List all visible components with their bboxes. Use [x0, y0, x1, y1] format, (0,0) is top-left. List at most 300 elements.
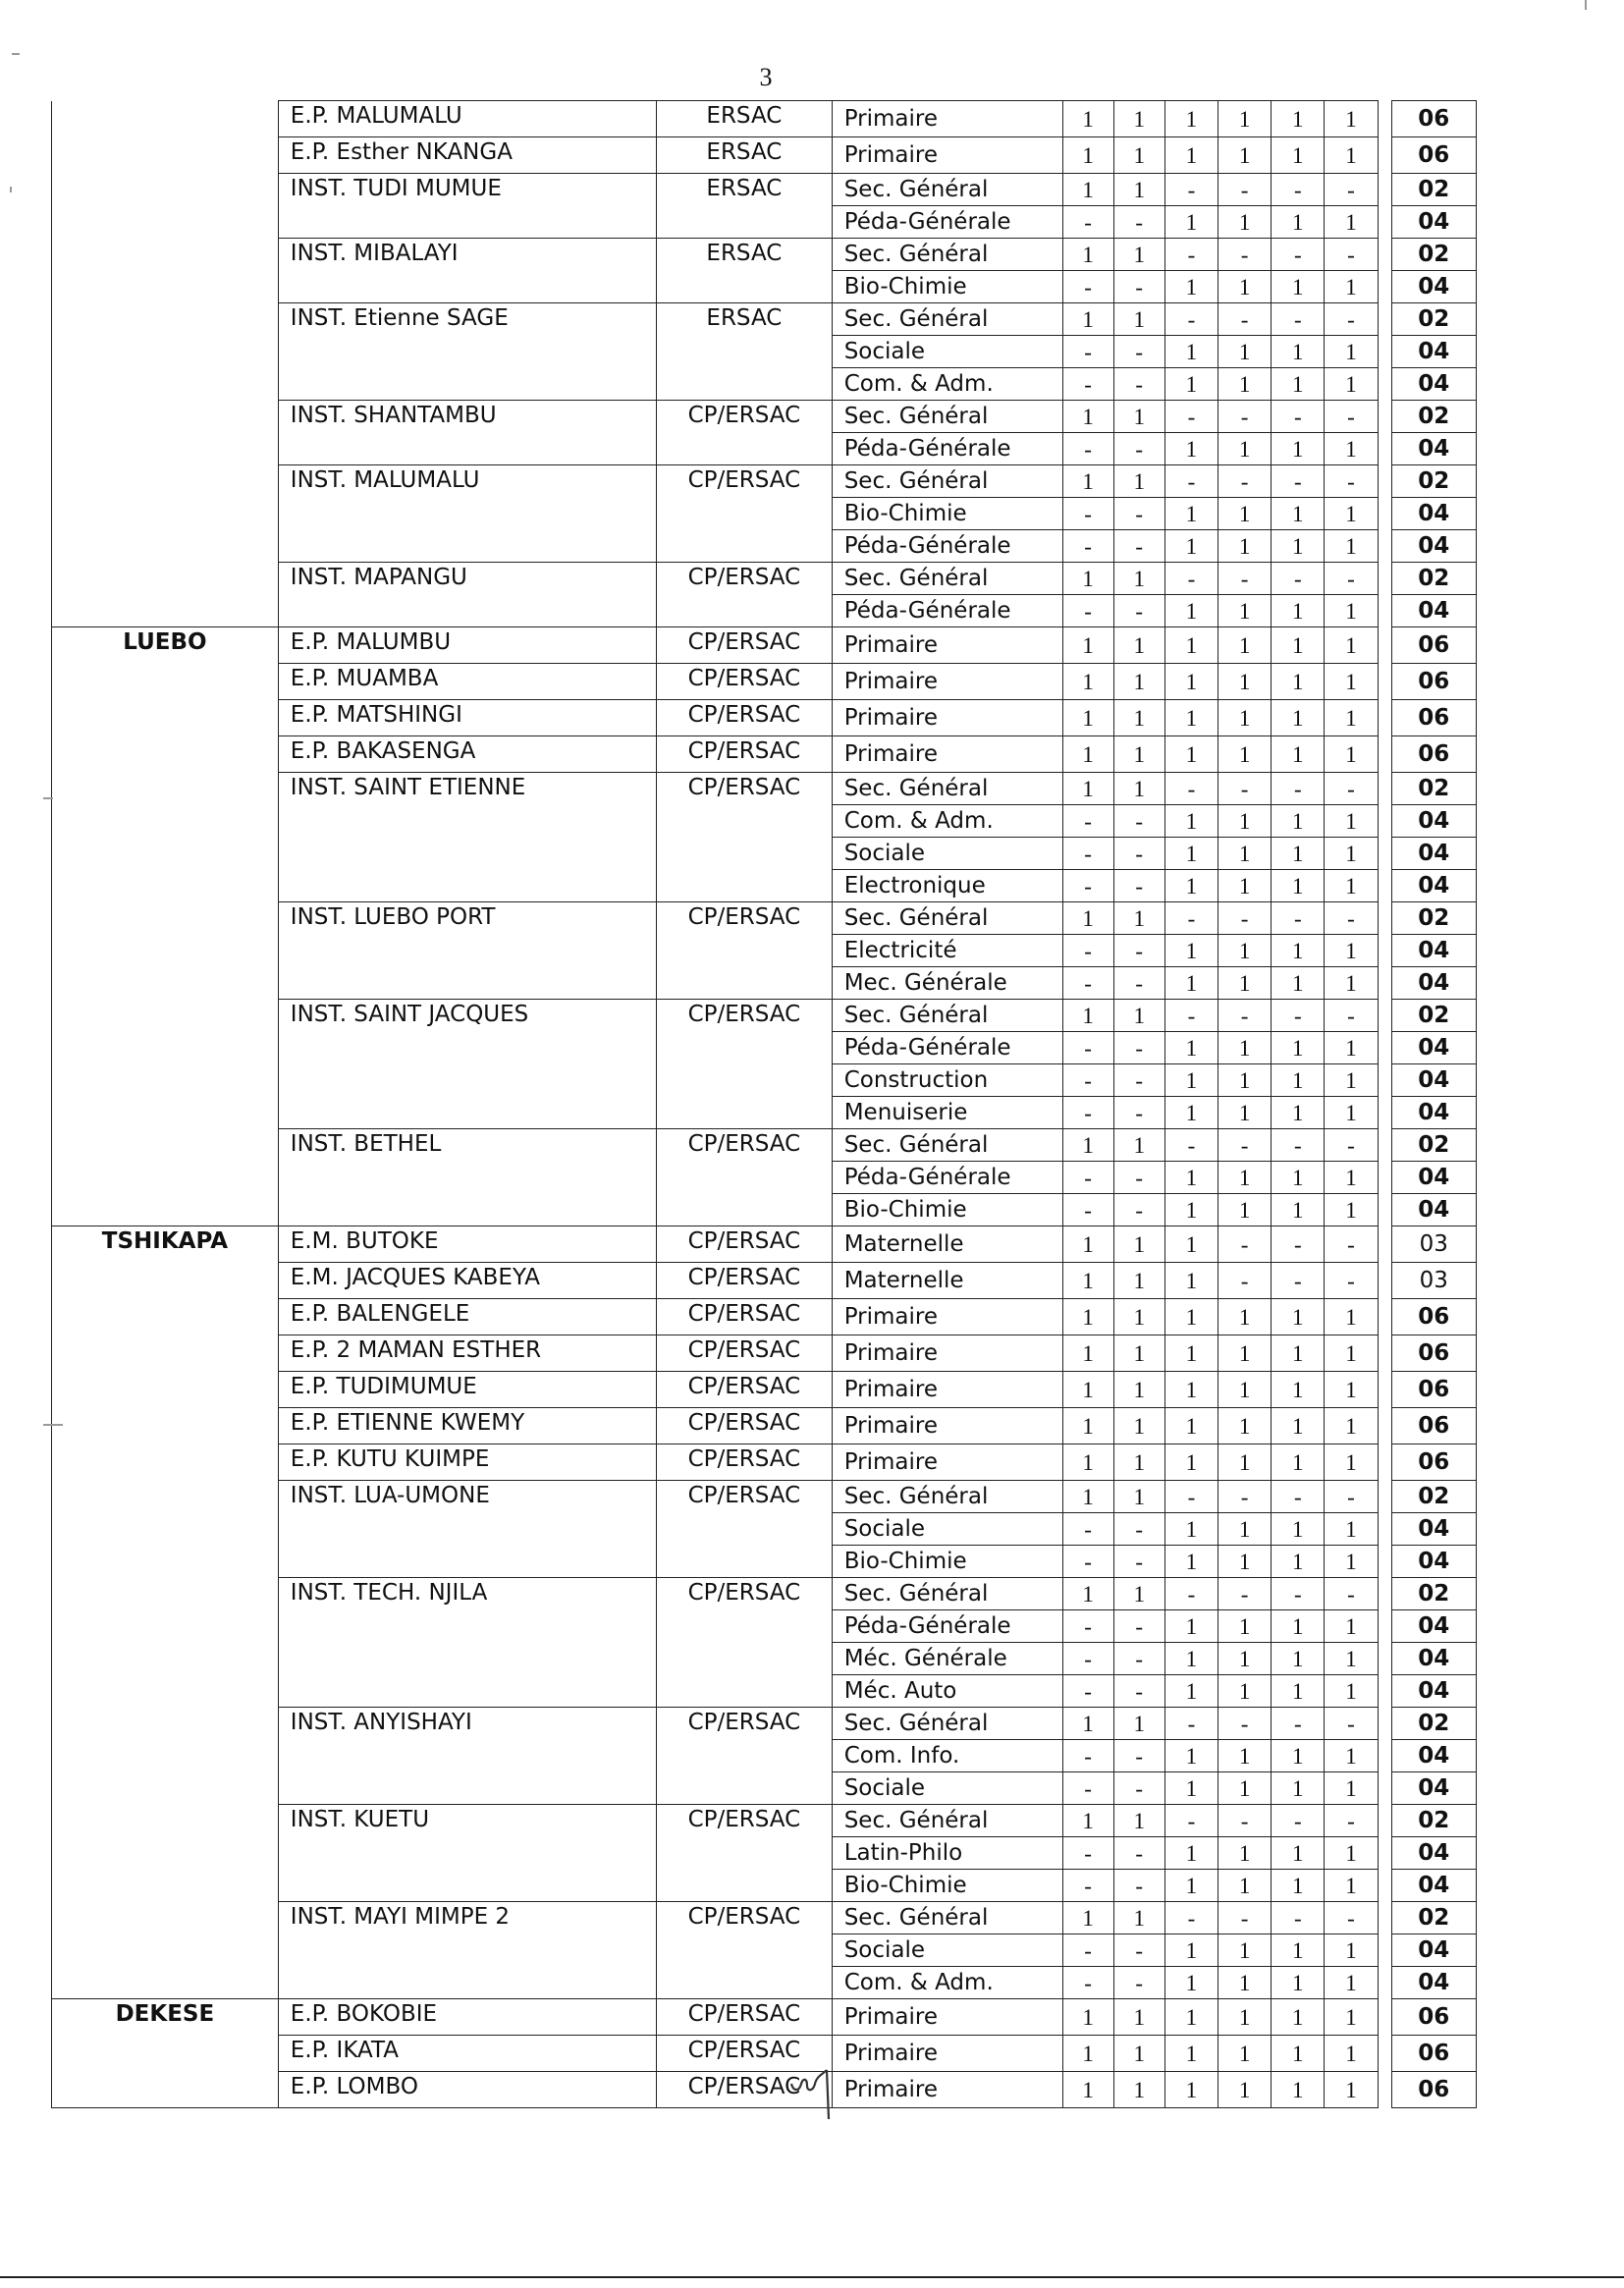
total-cell: 04 — [1391, 1643, 1476, 1675]
level-4-cell: 1 — [1218, 1837, 1272, 1870]
level-2-cell: - — [1113, 1513, 1164, 1546]
level-5-cell: 1 — [1272, 700, 1325, 736]
section-cell: Primaire — [832, 2072, 1062, 2108]
level-3-cell: 1 — [1164, 498, 1218, 530]
level-5-cell: 1 — [1272, 1837, 1325, 1870]
regime-cell: CP/ERSAC — [657, 2072, 833, 2108]
level-2-cell: - — [1113, 838, 1164, 870]
level-3-cell: 1 — [1164, 1372, 1218, 1408]
regime-cell: CP/ERSAC — [657, 1372, 833, 1408]
level-4-cell: 1 — [1218, 1513, 1272, 1546]
level-3-cell: 1 — [1164, 1064, 1218, 1097]
level-4-cell: 1 — [1218, 1610, 1272, 1643]
level-1-cell: 1 — [1062, 137, 1113, 174]
zone-cell: LUEBO — [52, 627, 279, 1226]
level-1-cell: - — [1062, 1546, 1113, 1578]
level-4-cell: 1 — [1218, 1967, 1272, 1999]
total-cell: 02 — [1391, 1708, 1476, 1740]
level-1-cell: - — [1062, 1097, 1113, 1129]
level-5-cell: 1 — [1272, 1299, 1325, 1335]
total-cell: 04 — [1391, 498, 1476, 530]
level-3-cell: 1 — [1164, 1837, 1218, 1870]
section-cell: Sociale — [832, 838, 1062, 870]
total-cell: 04 — [1391, 805, 1476, 838]
level-1-cell: - — [1062, 805, 1113, 838]
total-cell: 04 — [1391, 271, 1476, 303]
level-3-cell: 1 — [1164, 1870, 1218, 1902]
level-4-cell: - — [1218, 902, 1272, 935]
level-1-cell: 1 — [1062, 101, 1113, 137]
level-5-cell: 1 — [1272, 1610, 1325, 1643]
school-name-cell: E.P. IKATA — [278, 2036, 656, 2072]
column-gap — [1378, 336, 1391, 368]
section-cell: Péda-Générale — [832, 1162, 1062, 1194]
level-3-cell: 1 — [1164, 595, 1218, 627]
level-3-cell: 1 — [1164, 1032, 1218, 1064]
section-cell: Primaire — [832, 1335, 1062, 1372]
level-5-cell: - — [1272, 1129, 1325, 1162]
regime-cell: CP/ERSAC — [657, 627, 833, 664]
column-gap — [1378, 2036, 1391, 2072]
total-cell: 06 — [1391, 1408, 1476, 1444]
level-5-cell: - — [1272, 303, 1325, 336]
section-cell: Péda-Générale — [832, 1032, 1062, 1064]
total-cell: 02 — [1391, 563, 1476, 595]
level-6-cell: 1 — [1325, 1299, 1378, 1335]
section-cell: Maternelle — [832, 1263, 1062, 1299]
level-4-cell: 1 — [1218, 530, 1272, 563]
level-6-cell: - — [1325, 239, 1378, 271]
total-cell: 02 — [1391, 465, 1476, 498]
level-3-cell: - — [1164, 902, 1218, 935]
level-1-cell: - — [1062, 1837, 1113, 1870]
level-4-cell: 1 — [1218, 736, 1272, 773]
level-4-cell: 1 — [1218, 664, 1272, 700]
column-gap — [1378, 838, 1391, 870]
level-4-cell: - — [1218, 563, 1272, 595]
page-number: 3 — [759, 63, 773, 91]
level-2-cell: 1 — [1113, 303, 1164, 336]
level-5-cell: 1 — [1272, 967, 1325, 1000]
column-gap — [1378, 1578, 1391, 1610]
section-cell: Maternelle — [832, 1226, 1062, 1263]
school-name-cell: INST. MAYI MIMPE 2 — [278, 1902, 656, 1999]
level-1-cell: - — [1062, 1513, 1113, 1546]
level-2-cell: 1 — [1113, 902, 1164, 935]
column-gap — [1378, 1610, 1391, 1643]
total-cell: 04 — [1391, 935, 1476, 967]
level-4-cell: 1 — [1218, 336, 1272, 368]
level-2-cell: 1 — [1113, 401, 1164, 433]
total-cell: 04 — [1391, 1934, 1476, 1967]
level-2-cell: 1 — [1113, 1578, 1164, 1610]
level-2-cell: 1 — [1113, 736, 1164, 773]
level-6-cell: - — [1325, 1263, 1378, 1299]
level-1-cell: - — [1062, 1675, 1113, 1708]
total-cell: 04 — [1391, 1740, 1476, 1772]
school-name-cell: INST. LUA-UMONE — [278, 1481, 656, 1578]
level-1-cell: - — [1062, 967, 1113, 1000]
level-4-cell: 1 — [1218, 101, 1272, 137]
regime-cell: CP/ERSAC — [657, 401, 833, 465]
level-5-cell: - — [1272, 1000, 1325, 1032]
total-cell: 04 — [1391, 368, 1476, 401]
level-6-cell: 1 — [1325, 336, 1378, 368]
level-2-cell: 1 — [1113, 1000, 1164, 1032]
level-4-cell: 1 — [1218, 1999, 1272, 2036]
section-cell: Primaire — [832, 1444, 1062, 1481]
level-2-cell: 1 — [1113, 1335, 1164, 1372]
level-4-cell: 1 — [1218, 498, 1272, 530]
level-1-cell: - — [1062, 433, 1113, 465]
section-cell: Menuiserie — [832, 1097, 1062, 1129]
level-6-cell: 1 — [1325, 1372, 1378, 1408]
level-6-cell: 1 — [1325, 1999, 1378, 2036]
level-1-cell: - — [1062, 1967, 1113, 1999]
level-2-cell: - — [1113, 1032, 1164, 1064]
section-cell: Electricité — [832, 935, 1062, 967]
margin-mark — [1585, 0, 1587, 10]
school-name-cell: E.P. MATSHINGI — [278, 700, 656, 736]
column-gap — [1378, 935, 1391, 967]
section-cell: Primaire — [832, 1299, 1062, 1335]
column-gap — [1378, 1194, 1391, 1226]
level-6-cell: - — [1325, 303, 1378, 336]
level-1-cell: 1 — [1062, 902, 1113, 935]
level-4-cell: - — [1218, 465, 1272, 498]
school-name-cell: E.P. Esther NKANGA — [278, 137, 656, 174]
level-2-cell: - — [1113, 1610, 1164, 1643]
level-3-cell: 1 — [1164, 1610, 1218, 1643]
column-gap — [1378, 1129, 1391, 1162]
school-name-cell: E.P. LOMBO — [278, 2072, 656, 2108]
level-6-cell: 1 — [1325, 700, 1378, 736]
level-1-cell: - — [1062, 1194, 1113, 1226]
level-1-cell: 1 — [1062, 174, 1113, 206]
level-3-cell: 1 — [1164, 1740, 1218, 1772]
level-1-cell: 1 — [1062, 1372, 1113, 1408]
section-cell: Sec. Général — [832, 239, 1062, 271]
total-cell: 06 — [1391, 137, 1476, 174]
column-gap — [1378, 1708, 1391, 1740]
level-5-cell: 1 — [1272, 1740, 1325, 1772]
level-3-cell: 1 — [1164, 101, 1218, 137]
level-2-cell: - — [1113, 935, 1164, 967]
level-1-cell: 1 — [1062, 465, 1113, 498]
level-5-cell: - — [1272, 1805, 1325, 1837]
level-4-cell: - — [1218, 1708, 1272, 1740]
level-5-cell: 1 — [1272, 1162, 1325, 1194]
level-4-cell: 1 — [1218, 271, 1272, 303]
level-3-cell: - — [1164, 1000, 1218, 1032]
level-6-cell: 1 — [1325, 101, 1378, 137]
level-2-cell: - — [1113, 595, 1164, 627]
level-1-cell: 1 — [1062, 1129, 1113, 1162]
regime-cell: CP/ERSAC — [657, 902, 833, 1000]
level-6-cell: 1 — [1325, 1772, 1378, 1805]
column-gap — [1378, 401, 1391, 433]
column-gap — [1378, 1643, 1391, 1675]
level-1-cell: - — [1062, 530, 1113, 563]
level-3-cell: 1 — [1164, 271, 1218, 303]
level-5-cell: 1 — [1272, 101, 1325, 137]
school-name-cell: E.P. BAKASENGA — [278, 736, 656, 773]
section-cell: Bio-Chimie — [832, 1870, 1062, 1902]
level-3-cell: 1 — [1164, 1263, 1218, 1299]
school-name-cell: INST. MALUMALU — [278, 465, 656, 563]
level-5-cell: 1 — [1272, 368, 1325, 401]
level-6-cell: 1 — [1325, 595, 1378, 627]
total-cell: 02 — [1391, 1902, 1476, 1934]
total-cell: 04 — [1391, 1513, 1476, 1546]
school-name-cell: INST. Etienne SAGE — [278, 303, 656, 401]
section-cell: Péda-Générale — [832, 595, 1062, 627]
level-4-cell: 1 — [1218, 935, 1272, 967]
column-gap — [1378, 465, 1391, 498]
column-gap — [1378, 870, 1391, 902]
regime-cell: CP/ERSAC — [657, 773, 833, 902]
school-name-cell: INST. SHANTAMBU — [278, 401, 656, 465]
level-1-cell: 1 — [1062, 2036, 1113, 2072]
level-2-cell: 1 — [1113, 1444, 1164, 1481]
regime-cell: CP/ERSAC — [657, 1226, 833, 1263]
regime-cell: CP/ERSAC — [657, 1000, 833, 1129]
column-gap — [1378, 433, 1391, 465]
section-cell: Com. & Adm. — [832, 1967, 1062, 1999]
total-cell: 04 — [1391, 595, 1476, 627]
level-1-cell: - — [1062, 1064, 1113, 1097]
school-name-cell: E.P. 2 MAMAN ESTHER — [278, 1335, 656, 1372]
level-5-cell: 1 — [1272, 2036, 1325, 2072]
level-5-cell: 1 — [1272, 1999, 1325, 2036]
level-2-cell: 1 — [1113, 1408, 1164, 1444]
school-name-cell: INST. BETHEL — [278, 1129, 656, 1226]
column-gap — [1378, 595, 1391, 627]
level-1-cell: - — [1062, 1870, 1113, 1902]
total-cell: 02 — [1391, 1000, 1476, 1032]
section-cell: Sociale — [832, 1934, 1062, 1967]
level-2-cell: - — [1113, 1870, 1164, 1902]
section-cell: Primaire — [832, 700, 1062, 736]
column-gap — [1378, 1999, 1391, 2036]
level-5-cell: 1 — [1272, 1194, 1325, 1226]
level-6-cell: - — [1325, 1902, 1378, 1934]
level-5-cell: 1 — [1272, 336, 1325, 368]
level-3-cell: 1 — [1164, 627, 1218, 664]
regime-cell: CP/ERSAC — [657, 2036, 833, 2072]
column-gap — [1378, 1546, 1391, 1578]
level-3-cell: 1 — [1164, 1408, 1218, 1444]
level-3-cell: 1 — [1164, 700, 1218, 736]
level-2-cell: - — [1113, 1837, 1164, 1870]
level-3-cell: 1 — [1164, 1546, 1218, 1578]
total-cell: 06 — [1391, 736, 1476, 773]
total-cell: 02 — [1391, 1805, 1476, 1837]
level-3-cell: 1 — [1164, 1643, 1218, 1675]
level-2-cell: 1 — [1113, 627, 1164, 664]
level-1-cell: - — [1062, 838, 1113, 870]
school-name-cell: E.P. ETIENNE KWEMY — [278, 1408, 656, 1444]
zone-cell: TSHIKAPA — [52, 1226, 279, 1999]
level-4-cell: 1 — [1218, 1675, 1272, 1708]
section-cell: Sec. Général — [832, 1481, 1062, 1513]
section-cell: Bio-Chimie — [832, 1546, 1062, 1578]
level-4-cell: - — [1218, 1902, 1272, 1934]
level-3-cell: - — [1164, 1481, 1218, 1513]
table-row — [52, 101, 1477, 137]
level-1-cell: - — [1062, 336, 1113, 368]
level-1-cell: 1 — [1062, 1481, 1113, 1513]
level-2-cell: - — [1113, 1934, 1164, 1967]
level-2-cell: 1 — [1113, 1999, 1164, 2036]
total-cell: 06 — [1391, 664, 1476, 700]
level-2-cell: 1 — [1113, 101, 1164, 137]
regime-cell: CP/ERSAC — [657, 465, 833, 563]
total-cell: 06 — [1391, 627, 1476, 664]
level-6-cell: - — [1325, 401, 1378, 433]
level-5-cell: 1 — [1272, 433, 1325, 465]
level-1-cell: 1 — [1062, 773, 1113, 805]
level-1-cell: 1 — [1062, 700, 1113, 736]
level-4-cell: - — [1218, 773, 1272, 805]
column-gap — [1378, 1967, 1391, 1999]
level-6-cell: 1 — [1325, 206, 1378, 239]
level-1-cell: - — [1062, 498, 1113, 530]
column-gap — [1378, 271, 1391, 303]
level-3-cell: 1 — [1164, 664, 1218, 700]
level-3-cell: - — [1164, 1708, 1218, 1740]
column-gap — [1378, 1902, 1391, 1934]
level-5-cell: - — [1272, 1226, 1325, 1263]
column-gap — [1378, 563, 1391, 595]
level-4-cell: 1 — [1218, 1335, 1272, 1372]
level-5-cell: 1 — [1272, 1772, 1325, 1805]
level-5-cell: 1 — [1272, 805, 1325, 838]
school-name-cell: E.P. BALENGELE — [278, 1299, 656, 1335]
level-1-cell: 1 — [1062, 1408, 1113, 1444]
level-4-cell: 1 — [1218, 1444, 1272, 1481]
level-1-cell: 1 — [1062, 1999, 1113, 2036]
level-4-cell: 1 — [1218, 805, 1272, 838]
level-3-cell: - — [1164, 1129, 1218, 1162]
level-6-cell: - — [1325, 1226, 1378, 1263]
column-gap — [1378, 1740, 1391, 1772]
level-6-cell: 1 — [1325, 838, 1378, 870]
level-1-cell: 1 — [1062, 1805, 1113, 1837]
level-2-cell: 1 — [1113, 239, 1164, 271]
level-4-cell: 1 — [1218, 1934, 1272, 1967]
level-4-cell: 1 — [1218, 1372, 1272, 1408]
level-4-cell: 1 — [1218, 1064, 1272, 1097]
level-2-cell: - — [1113, 498, 1164, 530]
total-cell: 02 — [1391, 1481, 1476, 1513]
column-gap — [1378, 700, 1391, 736]
total-cell: 06 — [1391, 700, 1476, 736]
level-2-cell: - — [1113, 1643, 1164, 1675]
total-cell: 06 — [1391, 1299, 1476, 1335]
column-gap — [1378, 1064, 1391, 1097]
level-6-cell: 1 — [1325, 805, 1378, 838]
level-6-cell: - — [1325, 465, 1378, 498]
level-1-cell: - — [1062, 368, 1113, 401]
level-6-cell: - — [1325, 1129, 1378, 1162]
level-5-cell: 1 — [1272, 1444, 1325, 1481]
column-gap — [1378, 368, 1391, 401]
school-name-cell: INST. LUEBO PORT — [278, 902, 656, 1000]
school-name-cell: E.P. TUDIMUMUE — [278, 1372, 656, 1408]
level-3-cell: 1 — [1164, 736, 1218, 773]
column-gap — [1378, 206, 1391, 239]
school-name-cell: E.P. MALUMBU — [278, 627, 656, 664]
section-cell: Méc. Générale — [832, 1643, 1062, 1675]
column-gap — [1378, 1772, 1391, 1805]
section-cell: Sec. Général — [832, 1129, 1062, 1162]
total-cell: 06 — [1391, 1335, 1476, 1372]
level-5-cell: - — [1272, 773, 1325, 805]
column-gap — [1378, 303, 1391, 336]
school-name-cell: INST. TUDI MUMUE — [278, 174, 656, 239]
column-gap — [1378, 1675, 1391, 1708]
level-2-cell: 1 — [1113, 465, 1164, 498]
section-cell: Sec. Général — [832, 1805, 1062, 1837]
level-6-cell: 1 — [1325, 530, 1378, 563]
total-cell: 06 — [1391, 1999, 1476, 2036]
level-4-cell: 1 — [1218, 1032, 1272, 1064]
column-gap — [1378, 1097, 1391, 1129]
section-cell: Primaire — [832, 1372, 1062, 1408]
section-cell: Bio-Chimie — [832, 498, 1062, 530]
level-3-cell: 1 — [1164, 1934, 1218, 1967]
level-1-cell: 1 — [1062, 1444, 1113, 1481]
school-name-cell: E.P. MUAMBA — [278, 664, 656, 700]
level-4-cell: 1 — [1218, 627, 1272, 664]
level-6-cell: 1 — [1325, 1740, 1378, 1772]
section-cell: Primaire — [832, 2036, 1062, 2072]
level-5-cell: - — [1272, 174, 1325, 206]
section-cell: Sec. Général — [832, 1000, 1062, 1032]
total-cell: 06 — [1391, 2072, 1476, 2108]
section-cell: Sociale — [832, 1513, 1062, 1546]
level-2-cell: - — [1113, 1740, 1164, 1772]
column-gap — [1378, 1226, 1391, 1263]
section-cell: Péda-Générale — [832, 433, 1062, 465]
level-2-cell: - — [1113, 368, 1164, 401]
level-3-cell: - — [1164, 303, 1218, 336]
total-cell: 04 — [1391, 1194, 1476, 1226]
level-4-cell: - — [1218, 1578, 1272, 1610]
school-name-cell: INST. MIBALAYI — [278, 239, 656, 303]
level-2-cell: 1 — [1113, 1708, 1164, 1740]
level-6-cell: 1 — [1325, 870, 1378, 902]
section-cell: Bio-Chimie — [832, 271, 1062, 303]
level-1-cell: - — [1062, 595, 1113, 627]
level-2-cell: 1 — [1113, 664, 1164, 700]
section-cell: Com. & Adm. — [832, 368, 1062, 401]
level-6-cell: 1 — [1325, 1408, 1378, 1444]
column-gap — [1378, 1481, 1391, 1513]
level-4-cell: 1 — [1218, 1740, 1272, 1772]
column-gap — [1378, 1000, 1391, 1032]
level-2-cell: - — [1113, 336, 1164, 368]
total-cell: 04 — [1391, 1675, 1476, 1708]
level-2-cell: - — [1113, 1194, 1164, 1226]
total-cell: 04 — [1391, 1870, 1476, 1902]
regime-cell: CP/ERSAC — [657, 1578, 833, 1708]
total-cell: 04 — [1391, 838, 1476, 870]
section-cell: Primaire — [832, 137, 1062, 174]
level-4-cell: - — [1218, 401, 1272, 433]
school-name-cell: E.P. KUTU KUIMPE — [278, 1444, 656, 1481]
